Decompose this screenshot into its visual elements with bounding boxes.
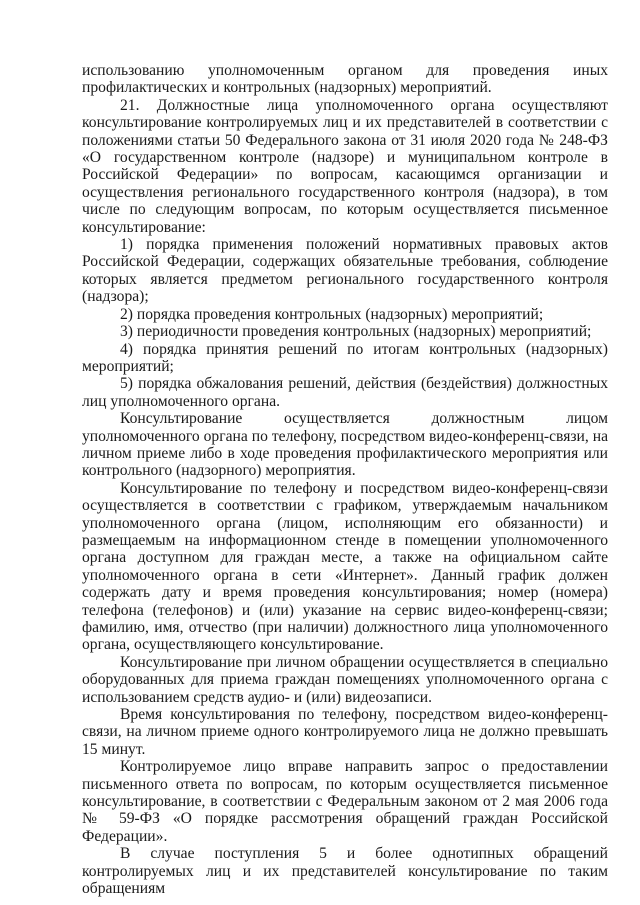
paragraph-repeated-requests: В случае поступления 5 и более однотипных обращений контролируемых лиц и их представителей консультирование по таким обращениям: [82, 845, 608, 898]
list-item-1: 1) порядка применения положений нормативных правовых актов Российской Федерации, содержащих обязательные требования, соблюдение которых является предметом регионального государственного контроля (надзора);: [82, 236, 608, 306]
list-item-3: 3) периодичности проведения контрольных (надзорных) мероприятий;: [120, 323, 592, 341]
list-item-2: 2) порядка проведения контрольных (надзорных) мероприятий;: [120, 305, 544, 323]
paragraph-intro-continuation: использованию уполномоченным органом для проведения иных профилактических и контрольных (надзорных) мероприятий.: [82, 62, 608, 97]
paragraph-item-21: 21. Должностные лица уполномоченного органа осуществляют консультирование контролируемых лиц и их представителей в соответствии с положениями статьи 50 Федерального закона от 31 июля 2020 года № 248-ФЗ «О государственном контроле (надзоре) и муниципальном контроле в Российской Федерации» по вопросам, касающимся организации и осуществления регионального государственного контроля (надзора), в том числе по следующим вопросам, по которым осуществляется письменное консультирование:: [82, 96, 608, 236]
paragraph-written-request: Контролируемое лицо вправе направить запрос о предоставлении письменного ответа по вопросам, по которым осуществляется письменное консультирование, в соответствии с Федеральным законом от 2 мая 2006 года № 59-ФЗ «О порядке рассмотрения обращений граждан Российской Федерации».: [82, 758, 608, 845]
paragraph-consulting-methods: Консультирование осуществляется должностным лицом уполномоченного органа по телефону, посредством видео-конференц-связи, на личном приеме либо в ходе проведения профилактического мероприятия или контрольного (надзорного) мероприятия.: [82, 410, 608, 480]
paragraph-personal-consulting: Консультирование при личном обращении осуществляется в специально оборудованных для приема граждан помещениях уполномоченного органа с использованием средств аудио- и (или) видеозаписи.: [82, 653, 608, 706]
list-item-5: 5) порядка обжалования решений, действия (бездействия) должностных лиц уполномоченного органа.: [82, 375, 608, 410]
document-page: [82, 62, 608, 898]
list-item-4: 4) порядка принятия решений по итогам контрольных (надзорных) мероприятий;: [82, 340, 608, 375]
paragraph-consulting-time: Время консультирования по телефону, посредством видео-конференц-связи, на личном приеме одного контролируемого лица не должно превышать 15 минут.: [82, 706, 608, 758]
paragraph-consulting-schedule: Консультирование по телефону и посредством видео-конференц-связи осуществляется в соответствии с графиком, утверждаемым начальником уполномоченного органа (лицом, исполняющим его обязанности) и размещаемым на информационном стенде в помещении уполномоченного органа доступном для граждан месте, а также на официальном сайте уполномоченного органа в сети «Интернет». Данный график должен содержать дату и время проведения консультирования; номер (номера) телефона (телефонов) и (или) указание на сервис видео-конференц-связи; фамилию, имя, отчество (при наличии) должностного лица уполномоченного органа, осуществляющего консультирование.: [82, 479, 608, 654]
